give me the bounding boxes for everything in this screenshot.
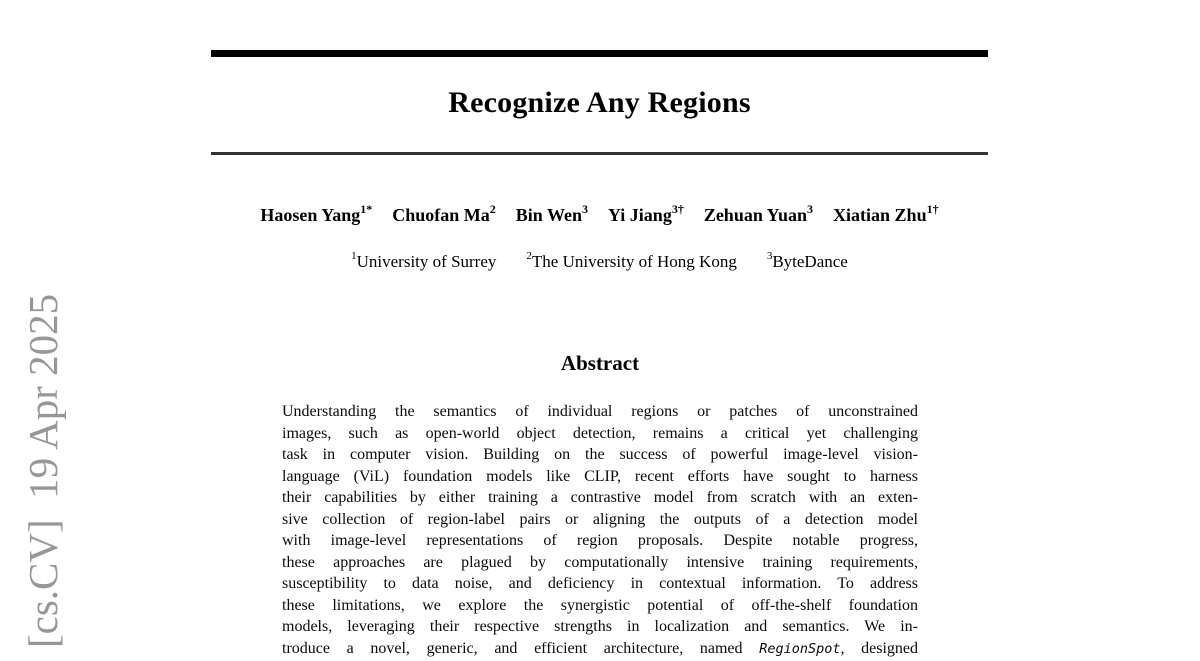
author-name: Haosen Yang xyxy=(260,205,361,225)
affiliation-name: University of Surrey xyxy=(356,252,497,271)
affiliation xyxy=(767,252,848,271)
abstract-line: susceptibility to data noise, and deficiency in contextual information. To address xyxy=(282,575,918,593)
paper-title: Recognize Any Regions xyxy=(448,86,751,119)
abstract-line: these limitations, we explore the synergistic potential of off-the-shelf foundation xyxy=(282,596,918,614)
regionspot-model-name: RegionSpot xyxy=(759,641,841,658)
author-name: Xiatian Zhu xyxy=(833,205,927,225)
author-affiliation-mark: 3† xyxy=(671,202,684,216)
abstract-last-line-post: , designed xyxy=(840,640,918,658)
affiliation xyxy=(526,252,736,271)
title-rule-bottom xyxy=(211,152,988,155)
arxiv-side-label: [cs.CV] 19 Apr 2025 xyxy=(20,293,66,648)
abstract-heading: Abstract xyxy=(560,351,640,375)
affiliation xyxy=(351,252,496,271)
author-name: Yi Jiang xyxy=(607,205,672,225)
abstract-line: Understanding the semantics of individual regions or patches of unconstrained xyxy=(282,403,918,420)
author-affiliation-mark: 3 xyxy=(807,202,814,216)
abstract-line: their capabilities by either training a contrastive model from scratch with an exten- xyxy=(282,489,918,507)
author xyxy=(392,202,496,225)
author-affiliation-mark: 3 xyxy=(581,202,588,216)
author xyxy=(703,202,814,225)
abstract-line: task in computer vision. Building on the success of powerful image-level vision- xyxy=(282,446,918,464)
author-list xyxy=(181,202,1018,226)
author xyxy=(515,202,588,225)
author-affiliation-mark: 1† xyxy=(926,202,939,216)
author xyxy=(260,202,373,225)
title-rule-top xyxy=(211,50,988,57)
affiliation-list xyxy=(211,252,988,272)
author-affiliation-mark: 2 xyxy=(489,202,496,216)
author-name: Chuofan Ma xyxy=(392,205,490,225)
affiliation-name: The University of Hong Kong xyxy=(531,252,737,271)
affiliation-mark: 2 xyxy=(526,250,532,263)
abstract-line: images, such as open-world object detection, remains a critical yet challenging xyxy=(282,424,918,442)
affiliation-mark: 1 xyxy=(351,250,357,263)
affiliation-mark: 3 xyxy=(766,250,773,263)
abstract-last-line-pre: troduce a novel, generic, and efficient architecture, named xyxy=(282,640,760,658)
author-name: Zehuan Yuan xyxy=(703,205,808,225)
abstract-line: models, leveraging their respective strengths in localization and semantics. We in- xyxy=(282,618,918,636)
author-affiliation-mark: 1* xyxy=(360,202,373,216)
abstract-line: these approaches are plagued by computationally intensive training requirements, xyxy=(282,553,918,571)
abstract-last-line xyxy=(282,638,918,660)
affiliation-name: ByteDance xyxy=(772,252,848,271)
author xyxy=(833,202,939,225)
abstract-line: sive collection of region-label pairs or aligning the outputs of a detection model xyxy=(282,510,918,528)
abstract-text xyxy=(282,401,918,660)
abstract-line: language (ViL) foundation models like CLIP, recent efforts have sought to harness xyxy=(282,467,918,485)
author-name: Bin Wen xyxy=(515,205,582,225)
abstract-line: with image-level representations of region proposals. Despite notable progress, xyxy=(282,532,918,550)
author xyxy=(607,202,684,225)
